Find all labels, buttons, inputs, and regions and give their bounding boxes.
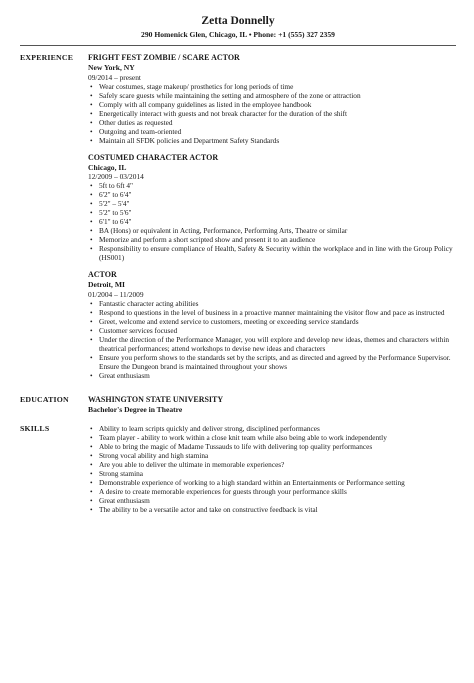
skill-item: • Ability to learn scripts quickly and deliver strong, disciplined performances <box>88 424 456 433</box>
experience-section <box>20 53 456 388</box>
skill-item: • Demonstrable experience of working to a high standard within an Entertainments or Performance setting <box>88 478 456 487</box>
skill-item: • Able to bring the magic of Madame Tussauds to life with delivering top quality performances <box>88 442 456 451</box>
bullet-item: • Outgoing and team-oriented <box>88 127 456 136</box>
skills-body <box>88 424 456 514</box>
experience-label: EXPERIENCE <box>20 53 74 62</box>
job-title: FRIGHT FEST ZOMBIE / SCARE ACTOR <box>88 53 240 62</box>
bullet-item: • 5'2" – 5'4" <box>88 199 456 208</box>
bullet-item: • Wear costumes, stage makeup/ prosthetics for long periods of time <box>88 82 456 91</box>
header-divider <box>20 45 456 46</box>
education-label: EDUCATION <box>20 394 69 404</box>
job-entry <box>88 53 456 145</box>
bullet-item: • 6'2" to 6'4" <box>88 190 456 199</box>
skill-item: • The ability to be a versatile actor and take on constructive feedback is vital <box>88 505 456 514</box>
contact-line: 290 Homenick Glen, Chicago, IL • Phone: +1 (555) 327 2359 <box>141 30 335 39</box>
job-bullets <box>88 181 456 262</box>
bullet-item: • Responsibility to ensure compliance of Health, Safety & Security within the workplace and in line with the Group Policy (HS001) <box>88 244 456 262</box>
bullet-item: • BA (Hons) or equivalent in Acting, Performance, Performing Arts, Theatre or similar <box>88 226 456 235</box>
bullet-item: • Greet, welcome and extend service to customers, meeting or exceeding service standards <box>88 317 456 326</box>
bullet-item: • Customer services focused <box>88 326 456 335</box>
skill-item: • Team player - ability to work within a close knit team while also being able to work independently <box>88 433 456 442</box>
skill-item: • Great enthusiasm <box>88 496 456 505</box>
education-body <box>88 395 456 415</box>
job-bullets <box>88 299 456 380</box>
job-title: COSTUMED CHARACTER ACTOR <box>88 152 219 162</box>
job-entry <box>88 270 456 380</box>
skills-section <box>20 424 456 514</box>
bullet-item: • 5ft to 6ft 4" <box>88 181 456 190</box>
skills-label: SKILLS <box>20 424 50 433</box>
skill-item: • Strong stamina <box>88 469 456 478</box>
skill-item: • Are you able to deliver the ultimate in memorable experiences? <box>88 460 456 469</box>
bullet-item: • Respond to questions in the level of business in a proactive manner maintaining the visitor flow and pace as instructed <box>88 308 456 317</box>
bullet-item: • 6'1" to 6'4" <box>88 217 456 226</box>
experience-body <box>88 53 456 388</box>
bullet-item: • Safely scare guests while maintaining the setting and atmosphere of the zone or attraction <box>88 91 456 100</box>
education-section <box>20 395 456 415</box>
job-title: ACTOR <box>88 270 117 279</box>
bullet-item: • Other duties as requested <box>88 118 456 127</box>
bullet-item: • Memorize and perform a short scripted show and present it to an audience <box>88 235 456 244</box>
bullet-item: • Great enthusiasm <box>88 371 456 380</box>
skill-item: • A desire to create memorable experiences for guests through your performance skills <box>88 487 456 496</box>
degree: Bachelor's Degree in Theatre <box>88 404 183 414</box>
job-location: Detroit, MI <box>88 280 125 289</box>
skills-list <box>88 424 456 514</box>
job-entry <box>88 153 456 263</box>
skill-item: • Strong vocal ability and high stamina <box>88 451 456 460</box>
job-location: New York, NY <box>88 63 135 72</box>
job-dates: 09/2014 – present <box>88 72 141 82</box>
job-location: Chicago, IL <box>88 162 127 172</box>
candidate-name: Zetta Donnelly <box>201 15 275 27</box>
school-name: WASHINGTON STATE UNIVERSITY <box>88 394 224 404</box>
bullet-item: • Energetically interact with guests and not break character for the duration of the shift <box>88 109 456 118</box>
bullet-item: • Ensure you perform shows to the standards set by the scripts, and as directed and agreed by the Performance Supervisor. Ensure the Dungeon brand is maintained throughout your shows <box>88 353 456 371</box>
bullet-item: • Fantastic character acting abilities <box>88 299 456 308</box>
job-bullets <box>88 82 456 145</box>
bullet-item: • 5'2" to 5'6" <box>88 208 456 217</box>
job-dates: 01/2004 – 11/2009 <box>88 289 144 299</box>
bullet-item: • Under the direction of the Performance Manager, you will explore and develop new ideas, themes and characters within theatrical performances; attend workshops to devise new ideas and characters <box>88 335 456 353</box>
bullet-item: • Comply with all company guidelines as listed in the employee handbook <box>88 100 456 109</box>
bullet-item: • Maintain all SFDK policies and Department Safety Standards <box>88 136 456 145</box>
job-dates: 12/2009 – 03/2014 <box>88 172 144 181</box>
